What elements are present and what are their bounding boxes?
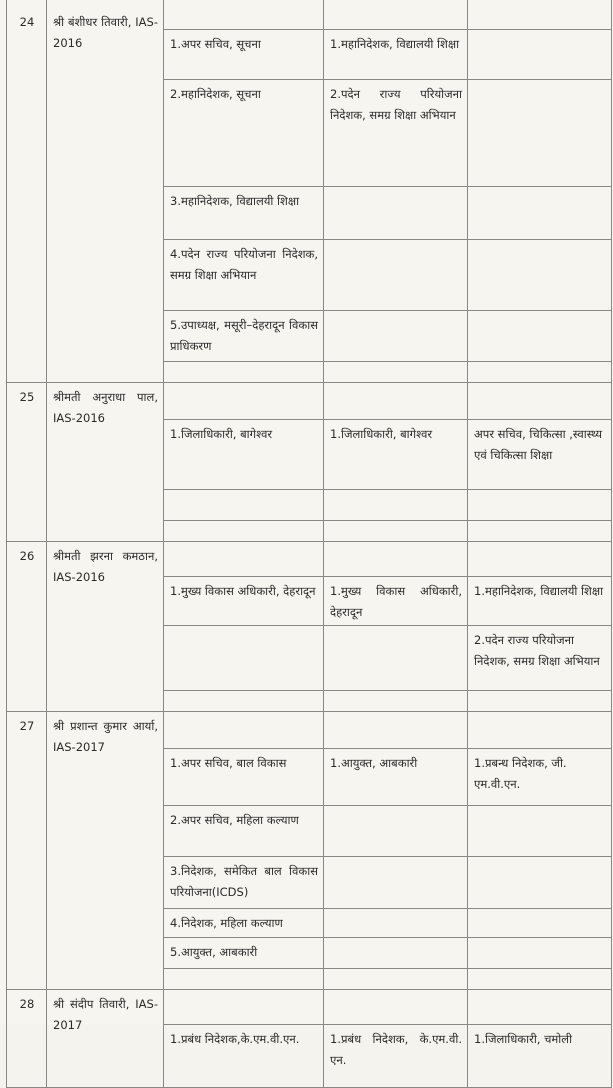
relieved-post: 1.मुख्य विकास अधिकारी, देहरादून [324, 577, 468, 626]
relieved-post: 1.महानिदेशक, विद्यालयी शिक्षा [324, 30, 468, 80]
serial-number: 26 [7, 542, 47, 712]
serial-number: 24 [7, 0, 47, 383]
serial-number: 28 [7, 990, 47, 1088]
table-row [7, 542, 612, 577]
new-post: 2.पदेन राज्य परियोजना निदेशक, समग्र शिक्षा अभियान [468, 626, 612, 691]
previous-post: 1.अपर सचिव, बाल विकास [164, 749, 324, 806]
previous-post: 1.अपर सचिव, सूचना [164, 30, 324, 80]
new-post: अपर सचिव, चिकित्सा ,स्वास्थ्य एवं चिकित्सा शिक्षा [468, 420, 612, 490]
relieved-post: 1.प्रबंध निदेशक, के.एम.वी. एन. [324, 1025, 468, 1088]
new-post [468, 30, 612, 80]
previous-post: 4.पदेन राज्य परियोजना निदेशक, समग्र शिक्षा अभियान [164, 240, 324, 311]
table-row [7, 990, 612, 1025]
new-post: 1.प्रबन्ध निदेशक, जी. एम.वी.एन. [468, 749, 612, 806]
officer-name: श्रीमती अनुराधा पाल, IAS-2016 [47, 383, 164, 542]
officer-name: श्रीमती झरना कमठान, IAS-2016 [47, 542, 164, 712]
previous-post: 1.मुख्य विकास अधिकारी, देहरादून [164, 577, 324, 626]
new-post [468, 80, 612, 187]
table-row [7, 0, 612, 30]
serial-number: 25 [7, 383, 47, 542]
serial-number: 27 [7, 712, 47, 990]
officer-name: श्री बंशीधर तिवारी, IAS-2016 [47, 0, 164, 383]
previous-post: 1.प्रबंध निदेशक,के.एम.वी.एन. [164, 1025, 324, 1088]
table-row [7, 712, 612, 749]
new-post: 1.जिलाधिकारी, चमोली [468, 1025, 612, 1088]
previous-post: 5.आयुक्त, आबकारी [164, 938, 324, 969]
officer-name: श्री प्रशान्त कुमार आर्या, IAS-2017 [47, 712, 164, 990]
previous-post: 4.निदेशक, महिला कल्याण [164, 909, 324, 938]
relieved-post: 2.पदेन राज्य परियोजना निदेशक, समग्र शिक्षा अभियान [324, 80, 468, 187]
previous-post: 2.अपर सचिव, महिला कल्याण [164, 806, 324, 857]
previous-post: 5.उपाध्यक्ष, मसूरी–देहरादून विकास प्राधिकरण [164, 311, 324, 362]
previous-post: 3.महानिदेशक, विद्यालयी शिक्षा [164, 187, 324, 240]
previous-post: 1.जिलाधिकारी, बागेश्वर [164, 420, 324, 490]
previous-post: 2.महानिदेशक, सूचना [164, 80, 324, 187]
relieved-post: 1.जिलाधिकारी, बागेश्वर [324, 420, 468, 490]
new-post: 1.महानिदेशक, विद्यालयी शिक्षा [468, 577, 612, 626]
previous-post: 3.निदेशक, समेकित बाल विकास परियोजना(ICDS) [164, 857, 324, 909]
officer-name: श्री संदीप तिवारी, IAS-2017 [47, 990, 164, 1088]
officer-transfer-table [6, 0, 612, 1088]
table-row [7, 383, 612, 420]
relieved-post: 1.आयुक्त, आबकारी [324, 749, 468, 806]
